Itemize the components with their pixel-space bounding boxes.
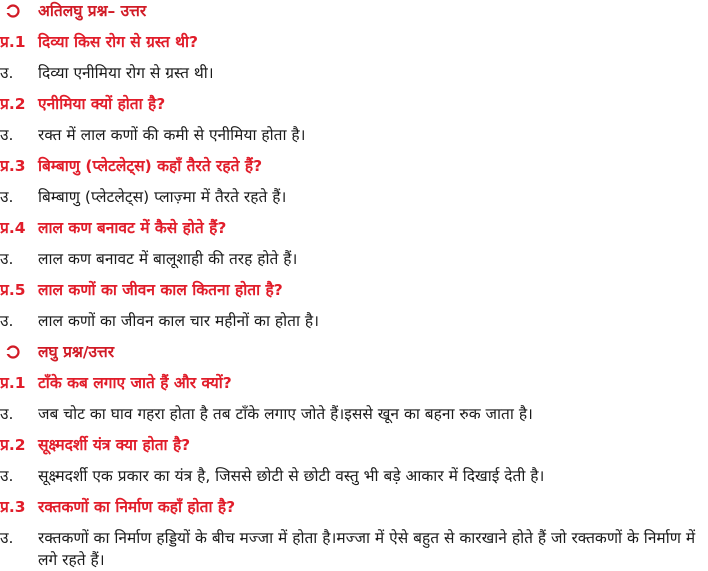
- question-text: लाल कणों का जीवन काल कितना होता है?: [38, 281, 283, 299]
- question-text: रक्तकणों का निर्माण कहाँ होता है?: [38, 498, 236, 516]
- answer-text: लाल कणों का जीवन काल चार महीनों का होता है।: [38, 312, 320, 330]
- question-marker: प्र.2: [0, 95, 26, 113]
- question-text: लाल कण बनावट में कैसे होते हैं?: [38, 219, 227, 237]
- answer-text: रक्त में लाल कणों की कमी से एनीमिया होता है।: [38, 126, 306, 144]
- answer-text: जब चोट का घाव गहरा होता है तब टाँके लगाए जोते हैं।इससे खून का बहना रुक जाता है।: [38, 405, 533, 423]
- answer-text: सूक्ष्मदर्शी एक प्रकार का यंत्र है, जिससे छोटी से छोटी वस्तु भी बड़े आकार में दिखाई देती है।: [38, 467, 545, 485]
- answer-marker: उ.: [0, 126, 14, 144]
- question-marker: प्र.3: [0, 498, 26, 516]
- answer-text: रक्तकणों का निर्माण हड्डियों के बीच मज्जा में होता है।मज्जा में ऐसे बहुत से कारखाने होते हैं जो रक्तकणों के निर्माण में: [38, 529, 696, 547]
- answer-text: लाल कण बनावट में बालूशाही की तरह होते हैं।: [38, 250, 298, 268]
- question-marker: प्र.5: [0, 281, 26, 299]
- question-text: बिम्बाणु (प्लेटलेट्स) कहाँ तैरते रहते हैं?: [38, 157, 263, 175]
- answer-marker: उ.: [0, 250, 14, 268]
- section-title: लघु प्रश्न/उत्तर: [38, 343, 115, 361]
- question-text: टाँके कब लगाए जाते हैं और क्यों?: [38, 374, 232, 392]
- answer-marker: उ.: [0, 529, 14, 547]
- question-text: सूक्ष्मदर्शी यंत्र क्या होता है?: [38, 436, 191, 454]
- circle-arrow-icon: [6, 345, 20, 359]
- question-text: एनीमिया क्यों होता है?: [38, 95, 166, 113]
- question-marker: प्र.4: [0, 219, 26, 237]
- answer-marker: उ.: [0, 188, 14, 206]
- question-marker: प्र.2: [0, 436, 26, 454]
- question-marker: प्र.3: [0, 157, 26, 175]
- answer-text: दिव्या एनीमिया रोग से ग्रस्त थी।: [38, 64, 214, 82]
- answer-marker: उ.: [0, 405, 14, 423]
- question-marker: प्र.1: [0, 33, 26, 51]
- question-marker: प्र.1: [0, 374, 26, 392]
- section-title: अतिलघु प्रश्न– उत्तर: [38, 2, 147, 20]
- answer-text-continuation: लगे रहते हैं।: [38, 551, 105, 569]
- question-text: दिव्या किस रोग से ग्रस्त थी?: [38, 33, 199, 51]
- answer-text: बिम्बाणु (प्लेटलेट्स) प्लाज़्मा में तैरते रहते हैं।: [38, 188, 287, 206]
- circle-arrow-icon: [6, 4, 20, 18]
- answer-marker: उ.: [0, 312, 14, 330]
- answer-marker: उ.: [0, 64, 14, 82]
- answer-marker: उ.: [0, 467, 14, 485]
